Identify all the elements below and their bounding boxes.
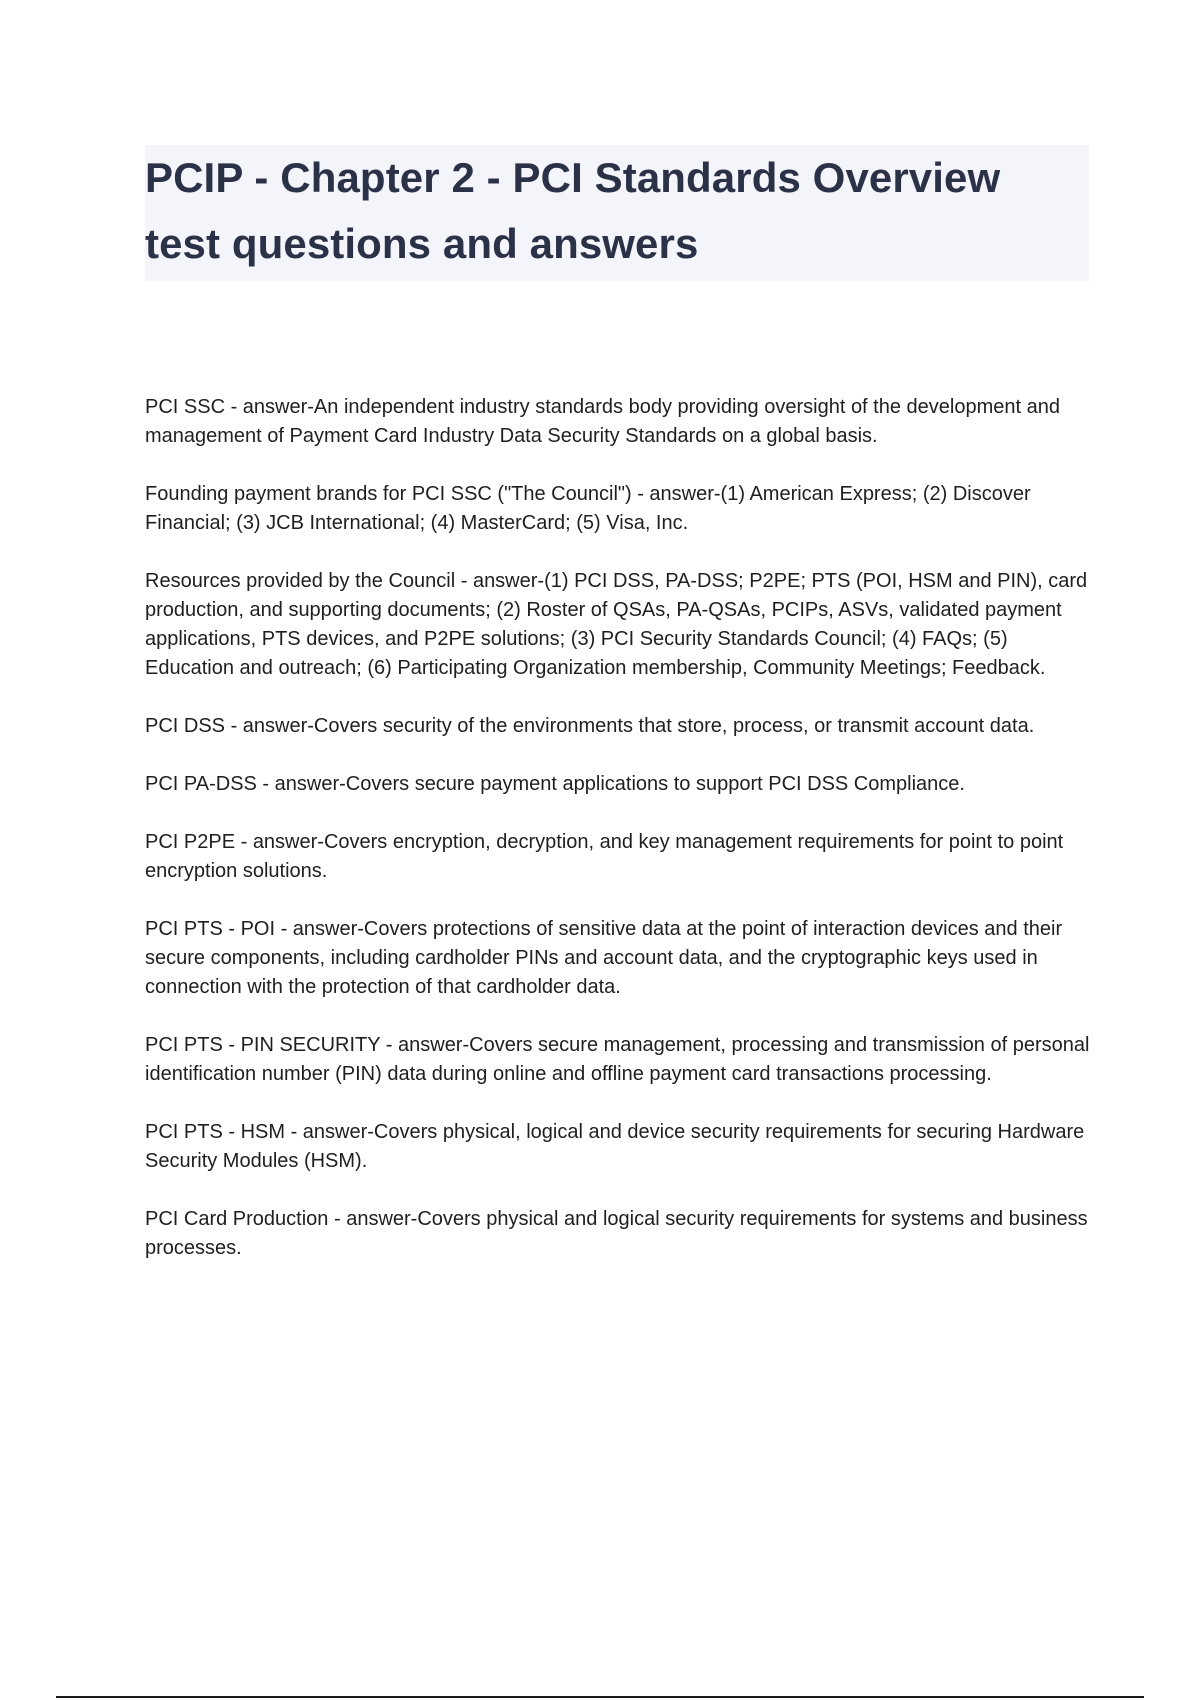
- qa-item-pci-pts-poi: PCI PTS - POI - answer-Covers protections of sensitive data at the point of interaction devices and their secure components, including cardholder PINs and account data, and the cryptographic keys used in connection with the protection of that cardholder data.: [145, 918, 1063, 998]
- qa-item-pci-dss: PCI DSS - answer-Covers security of the environments that store, process, or transmit account data.: [145, 715, 1035, 737]
- qa-item-founding-brands: Founding payment brands for PCI SSC ("The Council") - answer-(1) American Express; (2) Discover Financial; (3) JCB International; (4) MasterCard; (5) Visa, Inc.: [145, 483, 1031, 534]
- page-bottom-divider: [56, 1696, 1144, 1698]
- qa-item-pci-p2pe: PCI P2PE - answer-Covers encryption, decryption, and key management requirements for point to point encryption solutions.: [145, 831, 1064, 882]
- title-line-1: PCIP - Chapter 2 - PCI Standards Overview: [145, 154, 1001, 201]
- qa-item-pci-card-production: PCI Card Production - answer-Covers physical and logical security requirements for systems and business processes.: [145, 1208, 1088, 1259]
- qa-item-pci-pa-dss: PCI PA-DSS - answer-Covers secure payment applications to support PCI DSS Compliance.: [145, 773, 965, 795]
- qa-item-pci-pts-pin: PCI PTS - PIN SECURITY - answer-Covers secure management, processing and transmission of personal identification number (PIN) data during online and offline payment card transactions processing.: [145, 1034, 1090, 1085]
- document-title: [145, 145, 1089, 281]
- qa-item-pci-pts-hsm: PCI PTS - HSM - answer-Covers physical, logical and device security requirements for securing Hardware Security Modules (HSM).: [145, 1121, 1085, 1172]
- qa-list: [145, 393, 1095, 1292]
- qa-item-council-resources: Resources provided by the Council - answer-(1) PCI DSS, PA-DSS; P2PE; PTS (POI, HSM and PIN), card production, and supporting documents; (2) Roster of QSAs, PA-QSAs, PCIPs, ASVs, validated payment applications, PTS devices, and P2PE solutions; (3) PCI Security Standards Council; (4) FAQs; (5) Education and outreach; (6) Participating Organization membership, Community Meetings; Feedback.: [145, 570, 1088, 679]
- qa-item-pci-ssc: PCI SSC - answer-An independent industry standards body providing oversight of the development and management of Payment Card Industry Data Security Standards on a global basis.: [145, 396, 1060, 447]
- title-line-2: test questions and answers: [145, 220, 699, 267]
